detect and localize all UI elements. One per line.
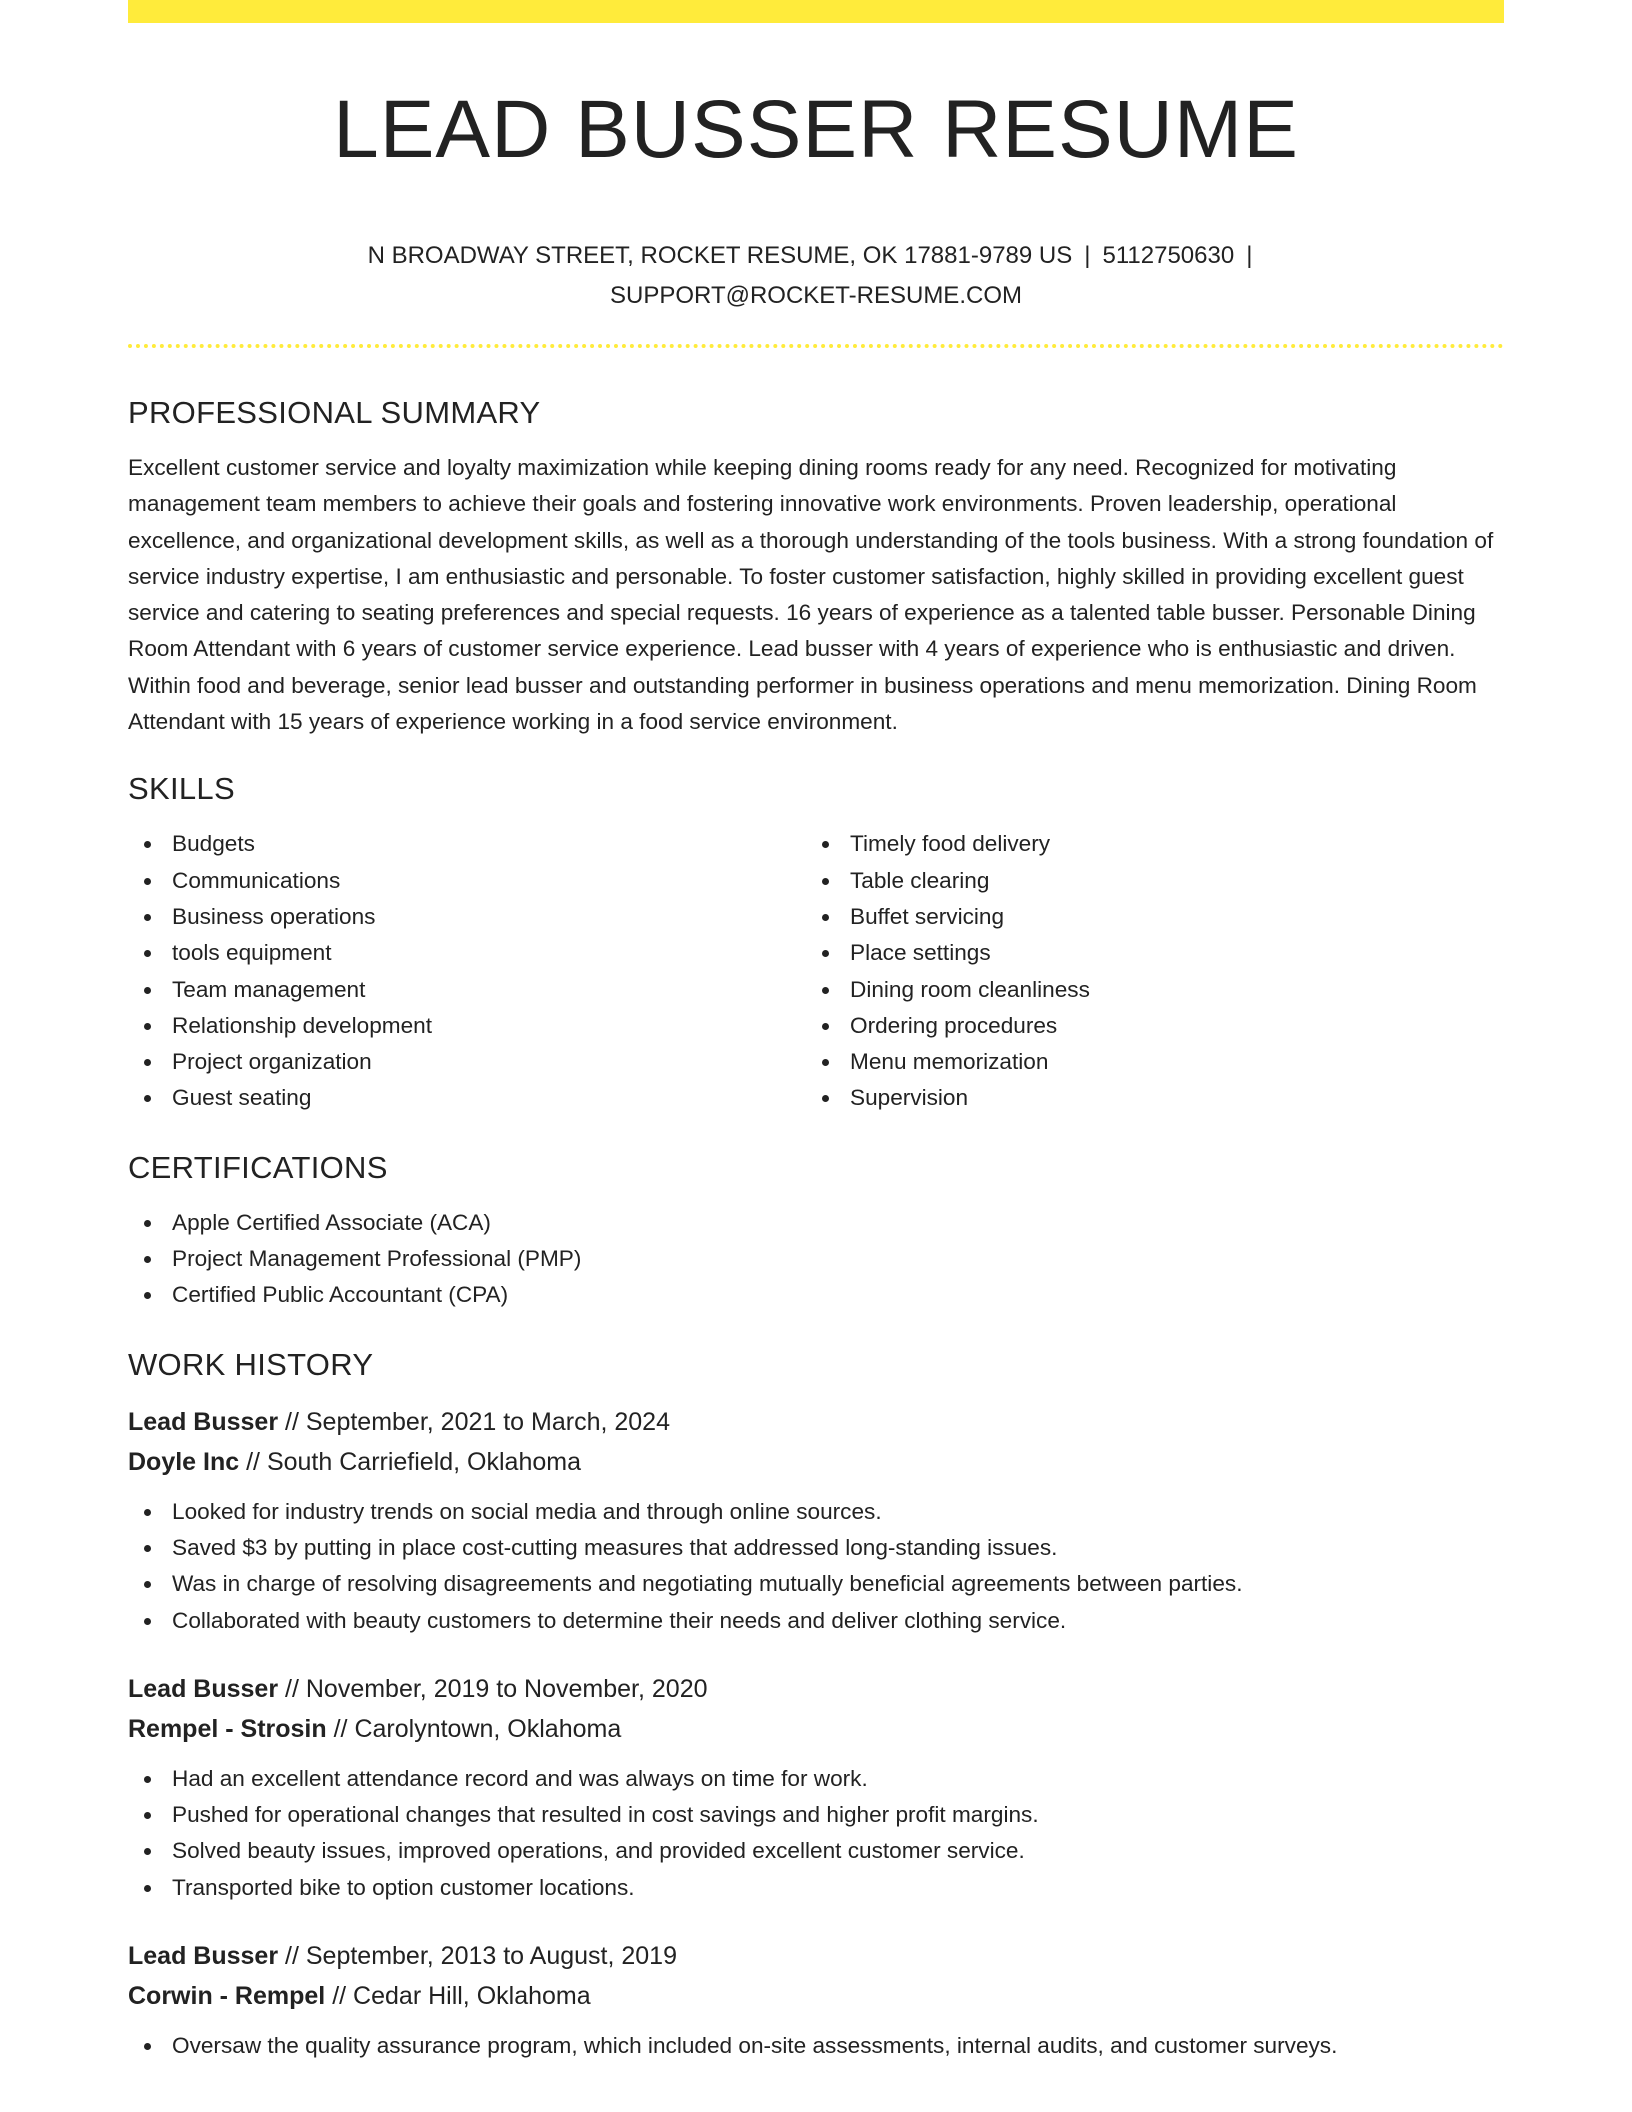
job-duty xyxy=(128,1530,1504,1566)
skill-label: Relationship development xyxy=(172,1012,432,1038)
skill-item xyxy=(806,1044,1484,1080)
job-company-line xyxy=(128,1976,1504,2016)
contact-phone: 5112750630 xyxy=(1102,242,1235,269)
job-duties-list xyxy=(128,1761,1504,1906)
certification-label: Apple Certified Associate (ACA) xyxy=(172,1209,491,1235)
resume-title: LEAD BUSSER RESUME xyxy=(333,84,1299,175)
job-duty xyxy=(128,2028,1504,2064)
certification-item xyxy=(128,1241,1504,1277)
bullet-icon xyxy=(144,1256,151,1263)
skill-item xyxy=(128,1008,806,1044)
skill-item xyxy=(128,1080,806,1116)
job-duty xyxy=(128,1833,1504,1869)
job-duty-text: Looked for industry trends on social media and through online sources. xyxy=(172,1498,882,1524)
work-history-heading: WORK HISTORY xyxy=(128,1346,374,1382)
bullet-icon xyxy=(144,878,151,885)
bullet-icon xyxy=(144,1509,151,1516)
summary-text: Excellent customer service and loyalty maximization while keeping dining rooms ready for any need. Recognized for motivating management team members to achieve their goals and fostering innovative work environments. Proven leadership, operational excellence, and organizational development skills, as well as a thorough understanding of the tools business. With a strong foundation of service industry expertise, I am enthusiastic and personable. To foster customer satisfaction, highly skilled in providing excellent guest service and catering to seating preferences and special requests. 16 years of experience as a talented table busser. Personable Dining Room Attendant with 6 years of customer service experience. Lead busser with 4 years of experience who is enthusiastic and driven. Within food and beverage, senior lead busser and outstanding performer in business operations and menu memorization. Dining Room Attendant with 15 years of experience working in a food service environment. xyxy=(128,455,1494,735)
job-entry xyxy=(128,1669,1504,1906)
bullet-icon xyxy=(144,1220,151,1227)
job-duties-list xyxy=(128,2028,1504,2064)
job-duty xyxy=(128,1761,1504,1797)
job-duty-text: Oversaw the quality assurance program, which included on-site assessments, internal audits, and customer surveys. xyxy=(172,2033,1338,2059)
job-company: Doyle Inc xyxy=(128,1447,240,1476)
job-duty-text: Transported bike to option customer locations. xyxy=(172,1874,635,1900)
skill-item xyxy=(806,1008,1484,1044)
job-entry xyxy=(128,1936,1504,2064)
job-separator: // xyxy=(278,1407,306,1436)
contact-line-1 xyxy=(128,236,1504,276)
bullet-icon xyxy=(144,2043,151,2050)
certifications-list xyxy=(128,1205,1504,1314)
job-duty-text: Solved beauty issues, improved operations, and provided excellent customer service. xyxy=(172,1838,1025,1864)
bullet-icon xyxy=(144,1292,151,1299)
skill-label: Dining room cleanliness xyxy=(850,976,1090,1002)
skill-label: Communications xyxy=(172,867,341,893)
job-company-line xyxy=(128,1442,1504,1482)
contact-separator: | xyxy=(1246,242,1253,269)
skill-label: Supervision xyxy=(850,1085,969,1111)
skill-item xyxy=(806,899,1484,935)
job-title-line xyxy=(128,1402,1504,1442)
bullet-icon xyxy=(144,1812,151,1819)
contact-line-2 xyxy=(128,276,1504,316)
job-title: Lead Busser xyxy=(128,1674,279,1703)
bullet-icon xyxy=(822,950,829,957)
job-title: Lead Busser xyxy=(128,1407,279,1436)
job-duty-text: Saved $3 by putting in place cost-cutting measures that addressed long-standing issues. xyxy=(172,1534,1058,1560)
skill-label: Guest seating xyxy=(172,1085,312,1111)
skill-item xyxy=(128,826,806,862)
skill-label: Budgets xyxy=(172,831,255,857)
bullet-icon xyxy=(144,1581,151,1588)
job-duty xyxy=(128,1566,1504,1602)
job-duty xyxy=(128,1603,1504,1639)
job-title-line xyxy=(128,1669,1504,1709)
skill-label: Menu memorization xyxy=(850,1049,1049,1075)
contact-email: SUPPORT@ROCKET-RESUME.COM xyxy=(610,282,1022,309)
job-duty xyxy=(128,1870,1504,1906)
job-duty-text: Had an excellent attendance record and was always on time for work. xyxy=(172,1765,868,1791)
bullet-icon xyxy=(822,914,829,921)
certifications-heading: CERTIFICATIONS xyxy=(128,1149,388,1185)
skill-label: Table clearing xyxy=(850,867,990,893)
bullet-icon xyxy=(144,1885,151,1892)
certification-item xyxy=(128,1205,1504,1241)
bullet-icon xyxy=(144,1095,151,1102)
job-dates: September, 2021 to March, 2024 xyxy=(305,1407,670,1436)
skill-item xyxy=(128,972,806,1008)
job-separator: // xyxy=(239,1447,267,1476)
summary-section xyxy=(128,388,1504,740)
bullet-icon xyxy=(144,1776,151,1783)
job-duty-text: Pushed for operational changes that resulted in cost savings and higher profit margins. xyxy=(172,1802,1039,1828)
resume-page xyxy=(128,0,1504,2112)
skill-item xyxy=(806,935,1484,971)
skill-item xyxy=(806,863,1484,899)
skill-label: Buffet servicing xyxy=(850,903,1005,929)
job-duties-list xyxy=(128,1494,1504,1639)
skill-label: tools equipment xyxy=(172,940,332,966)
bullet-icon xyxy=(144,950,151,957)
skill-item xyxy=(128,899,806,935)
job-company: Corwin - Rempel xyxy=(128,1982,326,2011)
certification-item xyxy=(128,1277,1504,1313)
job-duty xyxy=(128,1494,1504,1530)
job-separator: // xyxy=(278,1942,306,1971)
bullet-icon xyxy=(144,914,151,921)
skill-label: Business operations xyxy=(172,903,376,929)
skill-item xyxy=(806,826,1484,862)
job-duty-text: Collaborated with beauty customers to determine their needs and deliver clothing service. xyxy=(172,1607,1067,1633)
skill-item xyxy=(128,1044,806,1080)
job-entry xyxy=(128,1402,1504,1639)
job-separator: // xyxy=(326,1714,355,1743)
certification-label: Certified Public Accountant (CPA) xyxy=(172,1282,509,1308)
skills-section xyxy=(128,764,1504,1116)
bullet-icon xyxy=(144,1023,151,1030)
skill-label: Project organization xyxy=(172,1049,372,1075)
bullet-icon xyxy=(144,841,151,848)
skills-heading: SKILLS xyxy=(128,771,235,807)
bullet-icon xyxy=(144,987,151,994)
job-location: South Carriefield, Oklahoma xyxy=(266,1447,581,1476)
job-duty-text: Was in charge of resolving disagreements and negotiating mutually beneficial agreements between parties. xyxy=(172,1571,1243,1597)
job-company: Rempel - Strosin xyxy=(128,1714,327,1743)
contact-address: N BROADWAY STREET, ROCKET RESUME, OK 17881-9789 US xyxy=(367,242,1073,269)
bullet-icon xyxy=(144,1545,151,1552)
skill-item xyxy=(128,863,806,899)
skill-item xyxy=(806,1080,1484,1116)
summary-heading: PROFESSIONAL SUMMARY xyxy=(128,395,541,430)
bullet-icon xyxy=(822,841,829,848)
resume-content xyxy=(128,388,1504,2094)
bullet-icon xyxy=(144,1848,151,1855)
contact-separator: | xyxy=(1084,242,1091,269)
skill-label: Ordering procedures xyxy=(850,1012,1058,1038)
bullet-icon xyxy=(822,878,829,885)
bullet-icon xyxy=(144,1618,151,1625)
skill-label: Timely food delivery xyxy=(850,831,1051,857)
bullet-icon xyxy=(822,1059,829,1066)
skill-label: Place settings xyxy=(850,940,991,966)
job-dates: November, 2019 to November, 2020 xyxy=(305,1674,708,1703)
job-location: Cedar Hill, Oklahoma xyxy=(353,1982,591,2011)
skills-left-column xyxy=(128,826,806,1116)
dotted-divider xyxy=(128,344,1504,348)
job-dates: September, 2013 to August, 2019 xyxy=(305,1942,677,1971)
bullet-icon xyxy=(822,987,829,994)
job-company-line xyxy=(128,1709,1504,1749)
certification-label: Project Management Professional (PMP) xyxy=(172,1246,582,1272)
skills-grid xyxy=(128,826,1504,1116)
bullet-icon xyxy=(822,1023,829,1030)
bullet-icon xyxy=(144,1059,151,1066)
certifications-section xyxy=(128,1143,1504,1314)
job-duty xyxy=(128,1797,1504,1833)
skills-right-column xyxy=(806,826,1484,1116)
work-history-section xyxy=(128,1340,1504,2065)
job-title: Lead Busser xyxy=(128,1942,279,1971)
contact-info xyxy=(128,236,1504,316)
skill-label: Team management xyxy=(172,976,366,1002)
job-separator: // xyxy=(278,1674,306,1703)
accent-top-bar xyxy=(128,0,1504,23)
job-separator: // xyxy=(325,1982,354,2011)
bullet-icon xyxy=(822,1095,829,1102)
skill-item xyxy=(128,935,806,971)
job-location: Carolyntown, Oklahoma xyxy=(354,1714,622,1743)
job-title-line xyxy=(128,1936,1504,1976)
skill-item xyxy=(806,972,1484,1008)
